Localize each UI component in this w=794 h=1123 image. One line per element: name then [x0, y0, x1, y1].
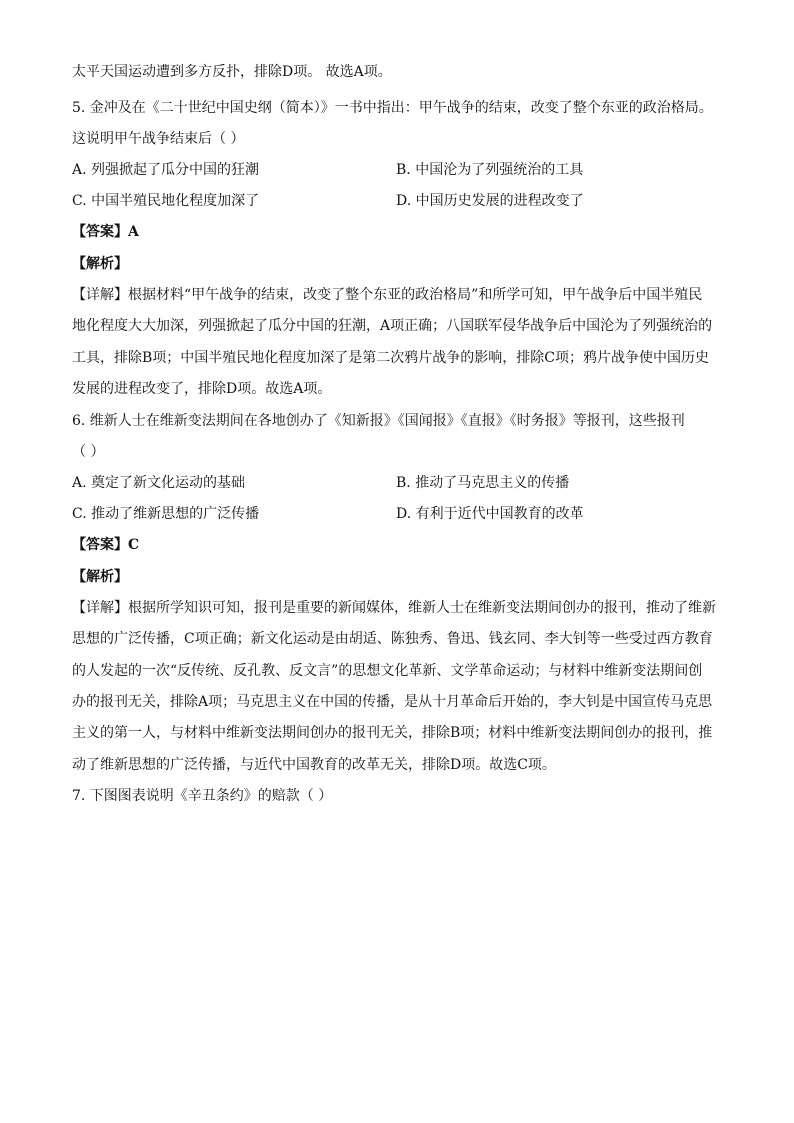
q6-detail-line6: 动了维新思想的广泛传播，与近代中国教育的改革无关，排除D项。故选C项。 — [72, 757, 556, 773]
q6-option-a: A. 奠定了新文化运动的基础 — [72, 475, 246, 491]
q6-detail-line4: 办的报刊无关，排除A项；马克思主义在中国的传播，是从十月革命后开始的，李大钊是中国宣传马克思 — [72, 694, 713, 710]
q5-stem-line2: 这说明甲午战争结束后（ ） — [72, 131, 245, 147]
q5-detail-line2: 地化程度大大加深，列强掀起了瓜分中国的狂潮，A项正确；八国联军侵华战争后中国沦为了列强统治的 — [72, 318, 713, 334]
q5-option-d: D. 中国历史发展的进程改变了 — [396, 193, 584, 209]
intro-text: 太平天国运动遭到多方反扑，排除D项。 故选A项。 — [72, 64, 392, 80]
q6-analysis-label: 【解析】 — [72, 569, 128, 585]
q5-detail-line4: 发展的进程改变了，排除D项。故选A项。 — [72, 381, 332, 397]
q5-answer: 【答案】A — [72, 224, 139, 240]
q5-detail-line3: 工具，排除B项；中国半殖民地化程度加深了是第二次鸦片战争的影响，排除C项；鸦片战争使中国历史 — [72, 350, 709, 366]
q6-detail-line3: 的人发起的一次“反传统、反孔教、反文言”的思想文化革新、文学革命运动；与材料中维新变法期间创 — [72, 663, 703, 679]
q6-option-c: C. 推动了维新思想的广泛传播 — [72, 506, 260, 522]
q5-option-c: C. 中国半殖民地化程度加深了 — [72, 193, 260, 209]
q6-answer: 【答案】C — [72, 537, 140, 553]
q5-stem-line1: 5. 金冲及在《二十世纪中国史纲（简本）》一书中指出：甲午战争的结束，改变了整个东亚的政治格局。 — [72, 100, 713, 116]
q6-option-b: B. 推动了马克思主义的传播 — [396, 475, 570, 491]
q6-stem-line2: （ ） — [72, 444, 105, 460]
q6-detail-line5: 主义的第一人，与材料中维新变法期间创办的报刊无关，排除B项；材料中维新变法期间创办的报刊，推 — [72, 725, 713, 741]
q6-stem-line1: 6. 维新人士在维新变法期间在各地创办了《知新报》《国闻报》《直报》《时务报》等报刊，这些报刊 — [72, 413, 685, 429]
q6-option-d: D. 有利于近代中国教育的改革 — [396, 506, 584, 522]
q5-detail-line1: 【详解】根据材料“甲午战争的结束，改变了整个东亚的政治格局”和所学可知，甲午战争后中国半殖民 — [72, 287, 703, 303]
q7-stem-line1: 7. 下图图表说明《辛丑条约》的赔款（ ） — [72, 788, 333, 804]
q6-detail-line1: 【详解】根据所学知识可知，报刊是重要的新闻媒体，维新人士在维新变法期间创办的报刊，推动了维新 — [72, 600, 716, 616]
q6-detail-line2: 思想的广泛传播，C项正确；新文化运动是由胡适、陈独秀、鲁迅、钱玄同、李大钊等一些受过西方教育 — [72, 631, 713, 647]
q5-option-b: B. 中国沦为了列强统治的工具 — [396, 162, 584, 178]
q5-analysis-label: 【解析】 — [72, 256, 128, 272]
q5-option-a: A. 列强掀起了瓜分中国的狂潮 — [72, 162, 260, 178]
